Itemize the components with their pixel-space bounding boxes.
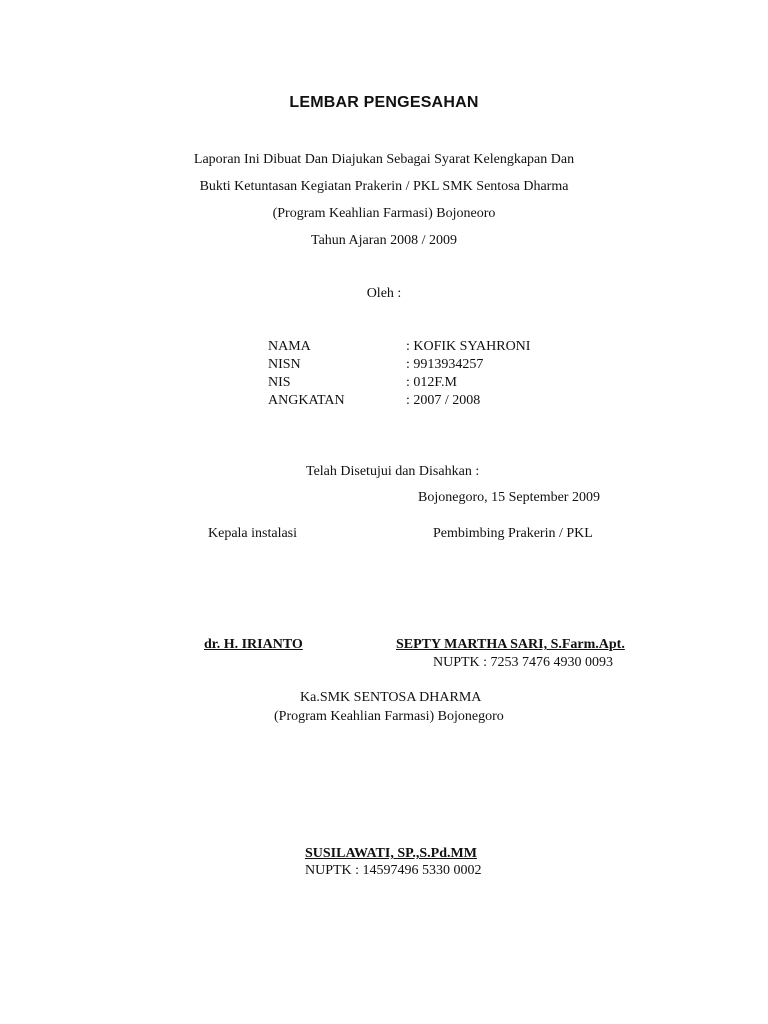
- oleh-label: Oleh :: [366, 286, 402, 301]
- identity-label-nisn: NISN: [268, 357, 301, 372]
- identity-value-angkatan: : 2007 / 2008: [406, 393, 481, 408]
- identity-value-nisn: : 9913934257: [406, 357, 484, 372]
- approval-heading: Telah Disetujui dan Disahkan :: [306, 464, 480, 479]
- right-signatory-name: SEPTY MARTHA SARI, S.Farm.Apt.: [396, 637, 625, 652]
- document-title: LEMBAR PENGESAHAN: [289, 94, 479, 111]
- head-role-line-2: (Program Keahlian Farmasi) Bojonegoro: [274, 709, 504, 724]
- right-signatory-role: Pembimbing Prakerin / PKL: [433, 526, 593, 541]
- head-nuptk: NUPTK : 14597496 5330 0002: [305, 863, 482, 878]
- right-signatory-nuptk: NUPTK : 7253 7476 4930 0093: [433, 655, 614, 670]
- identity-label-angkatan: ANGKATAN: [268, 393, 345, 408]
- intro-line-2: Bukti Ketuntasan Kegiatan Prakerin / PKL SMK Sentosa Dharma: [199, 179, 569, 194]
- identity-value-nama: : KOFIK SYAHRONI: [406, 339, 531, 354]
- left-signatory-name: dr. H. IRIANTO: [204, 637, 303, 652]
- intro-line-1: Laporan Ini Dibuat Dan Diajukan Sebagai Syarat Kelengkapan Dan: [193, 152, 575, 167]
- head-role-line-1: Ka.SMK SENTOSA DHARMA: [300, 690, 482, 705]
- identity-value-nis: : 012F.M: [406, 375, 458, 390]
- intro-line-3: (Program Keahlian Farmasi) Bojoneoro: [272, 206, 496, 221]
- head-name: SUSILAWATI, SP.,S.Pd.MM: [305, 846, 477, 861]
- identity-label-nama: NAMA: [268, 339, 311, 354]
- intro-line-4: Tahun Ajaran 2008 / 2009: [311, 233, 457, 248]
- approval-place-date: Bojonegoro, 15 September 2009: [418, 490, 600, 505]
- left-signatory-role: Kepala instalasi: [208, 526, 298, 541]
- identity-label-nis: NIS: [268, 375, 291, 390]
